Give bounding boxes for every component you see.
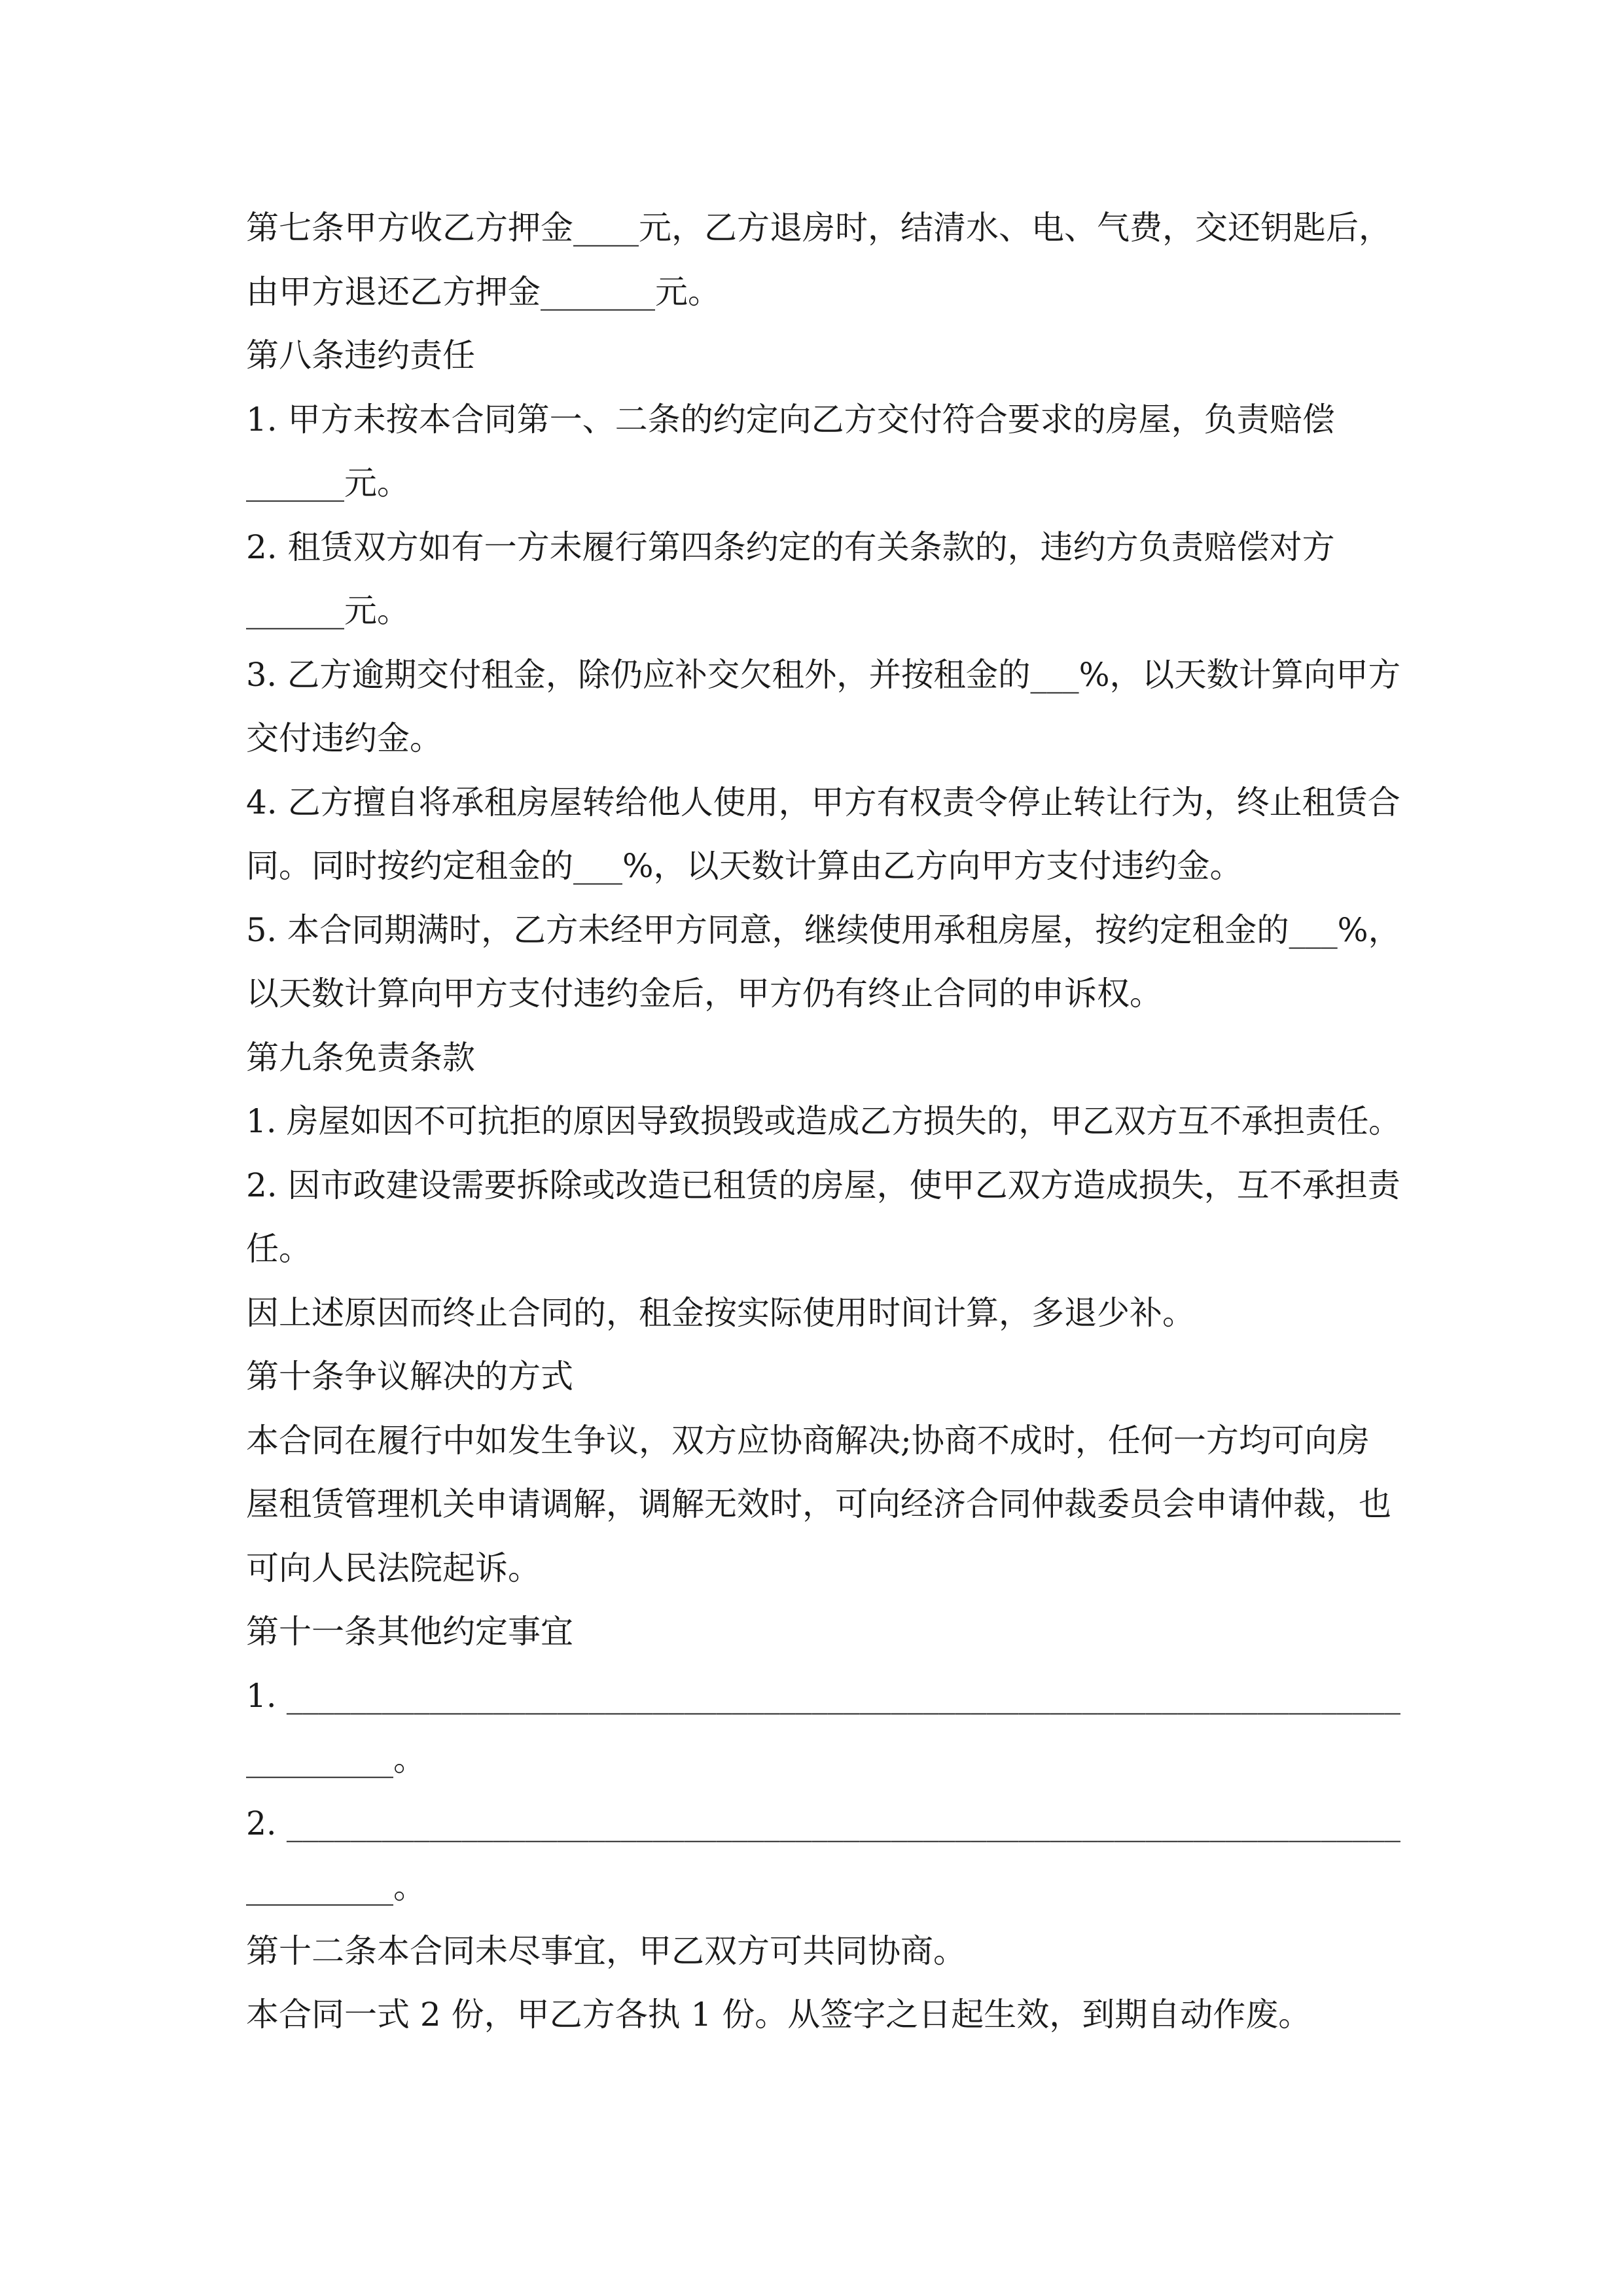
text-line: 因上述原因而终止合同的，租金按实际使用时间计算，多退少补。 [246,1293,1195,1332]
text-line: 可向人民法院起诉。 [246,1549,541,1587]
text-line: 1. 房屋如因不可抗拒的原因导致损毁或造成乙方损失的，甲乙双方互不承担责任。 [246,1102,1400,1140]
text-line: 屋租赁管理机关申请调解，调解无效时，可向经济合同仲裁委员会申请仲裁，也 [246,1485,1391,1523]
text-line: 同。同时按约定租金的___%，以天数计算由乙方向甲方支付违约金。 [246,847,1243,885]
text-line: 本合同在履行中如发生争议，双方应协商解决;协商不成时，任何一方均可向房 [246,1421,1370,1460]
section-heading: 第八条违约责任 [246,336,475,374]
text-line: 任。 [246,1230,312,1268]
text-line: 1. 甲方未按本合同第一、二条的约定向乙方交付符合要求的房屋，负责赔偿 [246,400,1335,439]
text-line: 5. 本合同期满时，乙方未经甲方同意，继续使用承租房屋，按约定租金的___%， [246,910,1400,949]
text-line: 2. 租赁双方如有一方未履行第四条约定的有关条款的，违约方负责赔偿对方 [246,528,1335,566]
section-heading: 第十二条本合同未尽事宜，甲乙双方可共同协商。 [246,1931,966,1970]
section-heading: 第十条争议解决的方式 [246,1357,573,1395]
text-line: ______元。 [246,592,410,630]
section-heading: 第十一条其他约定事宜 [246,1613,573,1651]
section-heading: 第九条免责条款 [246,1038,475,1077]
fill-in-line: 1. ______________________________________________________________________ [246,1676,1400,1715]
fill-in-line: 2. ______________________________________________________________________ [246,1804,1400,1842]
text-line: 以天数计算向甲方支付违约金后，甲方仍有终止合同的申诉权。 [246,975,1162,1013]
text-line: 第七条甲方收乙方押金____元，乙方退房时，结清水、电、气费，交还钥匙后， [246,209,1391,247]
text-line: 交付违约金。 [246,719,442,757]
fill-in-line: _________。 [246,1868,426,1906]
text-line: 3. 乙方逾期交付租金，除仍应补交欠租外，并按租金的___%，以天数计算向甲方 [246,655,1400,694]
text-line: 4. 乙方擅自将承租房屋转给他人使用，甲方有权责令停止转让行为，终止租赁合 [246,783,1400,821]
text-line: 由甲方退还乙方押金_______元。 [246,272,721,311]
text-line: 本合同一式 2 份，甲乙方各执 1 份。从签字之日起生效，到期自动作废。 [246,1996,1311,2034]
text-line: ______元。 [246,464,410,502]
text-line: 2. 因市政建设需要拆除或改造已租赁的房屋，使甲乙双方造成损失，互不承担责 [246,1166,1400,1204]
fill-in-line: _________。 [246,1740,426,1778]
contract-page [246,196,1400,2047]
